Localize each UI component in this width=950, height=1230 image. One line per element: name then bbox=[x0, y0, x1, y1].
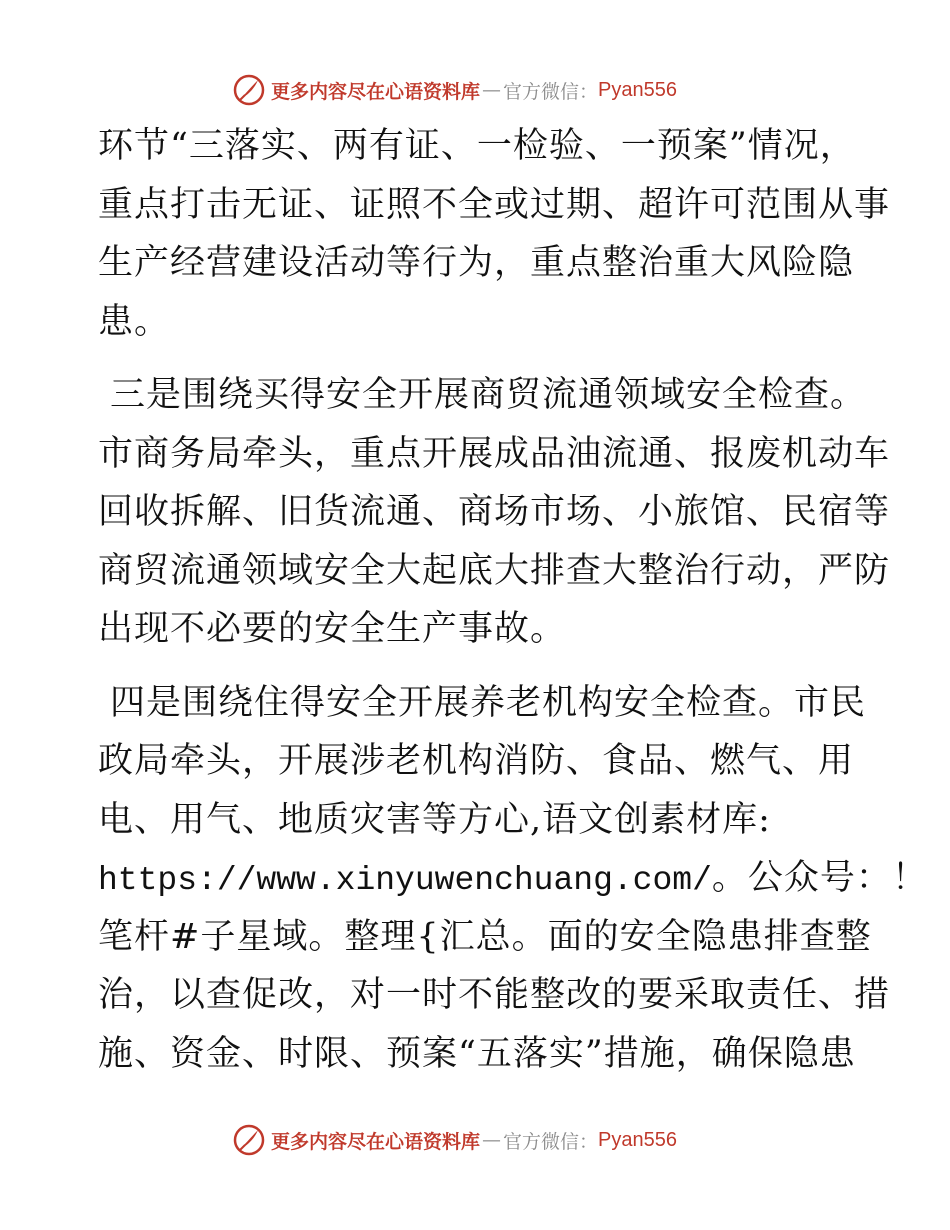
text-line: 商贸流通领域安全大起底大排查大整治行动，严防 bbox=[98, 550, 891, 591]
banner-title: 更多内容尽在心语资料库 bbox=[271, 80, 481, 103]
text-line: 出现不必要的安全生产事故。 bbox=[98, 609, 567, 649]
text-line: 施、资金、时限、预案“五落实”措施，确保隐患 bbox=[98, 1033, 856, 1074]
banner-label: 官方微信： bbox=[503, 80, 599, 103]
banner-label: 官方微信： bbox=[503, 1130, 599, 1153]
text-line: 治，以查促改，对一时不能整改的要采取责任、措 bbox=[98, 975, 891, 1015]
document-body bbox=[98, 117, 928, 1083]
text-line: 笔杆#子星域。整理{汇总。面的安全隐患排查整 bbox=[98, 916, 872, 957]
url-text: https://www.xinyuwenchuang.com/ bbox=[98, 862, 712, 899]
text-line: 三是围绕买得安全开展商贸流通领域安全检查。 bbox=[110, 375, 867, 415]
banner-dash: — bbox=[482, 79, 502, 101]
text-line: 电、用气、地质灾害等方心,语文创素材库: bbox=[98, 799, 771, 840]
text-line-url bbox=[98, 849, 928, 908]
text-line: 政局牵头，开展涉老机构消防、食品、燃气、用 bbox=[98, 741, 855, 781]
text-line: 四是围绕住得安全开展养老机构安全检查。市民 bbox=[110, 682, 867, 723]
text-line: 生产经营建设活动等行为，重点整治重大风险隐 bbox=[98, 243, 855, 283]
text-line: 重点打击无证、证照不全或过期、超许可范围从事 bbox=[98, 184, 891, 225]
quill-logo-icon bbox=[233, 1124, 265, 1156]
banner-handle: Pyan556 bbox=[598, 78, 677, 101]
text-line: 环节“三落实、两有证、一检验、一预案”情况， bbox=[98, 126, 856, 166]
paragraph-1 bbox=[98, 117, 891, 351]
paragraph-3 bbox=[98, 674, 928, 1084]
text-line: 市商务局牵头，重点开展成品油流通、报废机动车 bbox=[98, 433, 891, 474]
banner-dash: — bbox=[482, 1129, 502, 1151]
header-banner bbox=[233, 73, 677, 107]
quill-logo-icon bbox=[233, 74, 265, 106]
banner-title: 更多内容尽在心语资料库 bbox=[271, 1130, 481, 1153]
url-suffix-text: 。公众号：！ bbox=[711, 858, 928, 898]
text-line: 患。 bbox=[98, 301, 171, 342]
banner-handle: Pyan556 bbox=[598, 1128, 677, 1151]
footer-banner bbox=[233, 1123, 677, 1157]
text-line: 回收拆解、旧货流通、商场市场、小旅馆、民宿等 bbox=[98, 492, 891, 532]
paragraph-2 bbox=[98, 366, 891, 659]
